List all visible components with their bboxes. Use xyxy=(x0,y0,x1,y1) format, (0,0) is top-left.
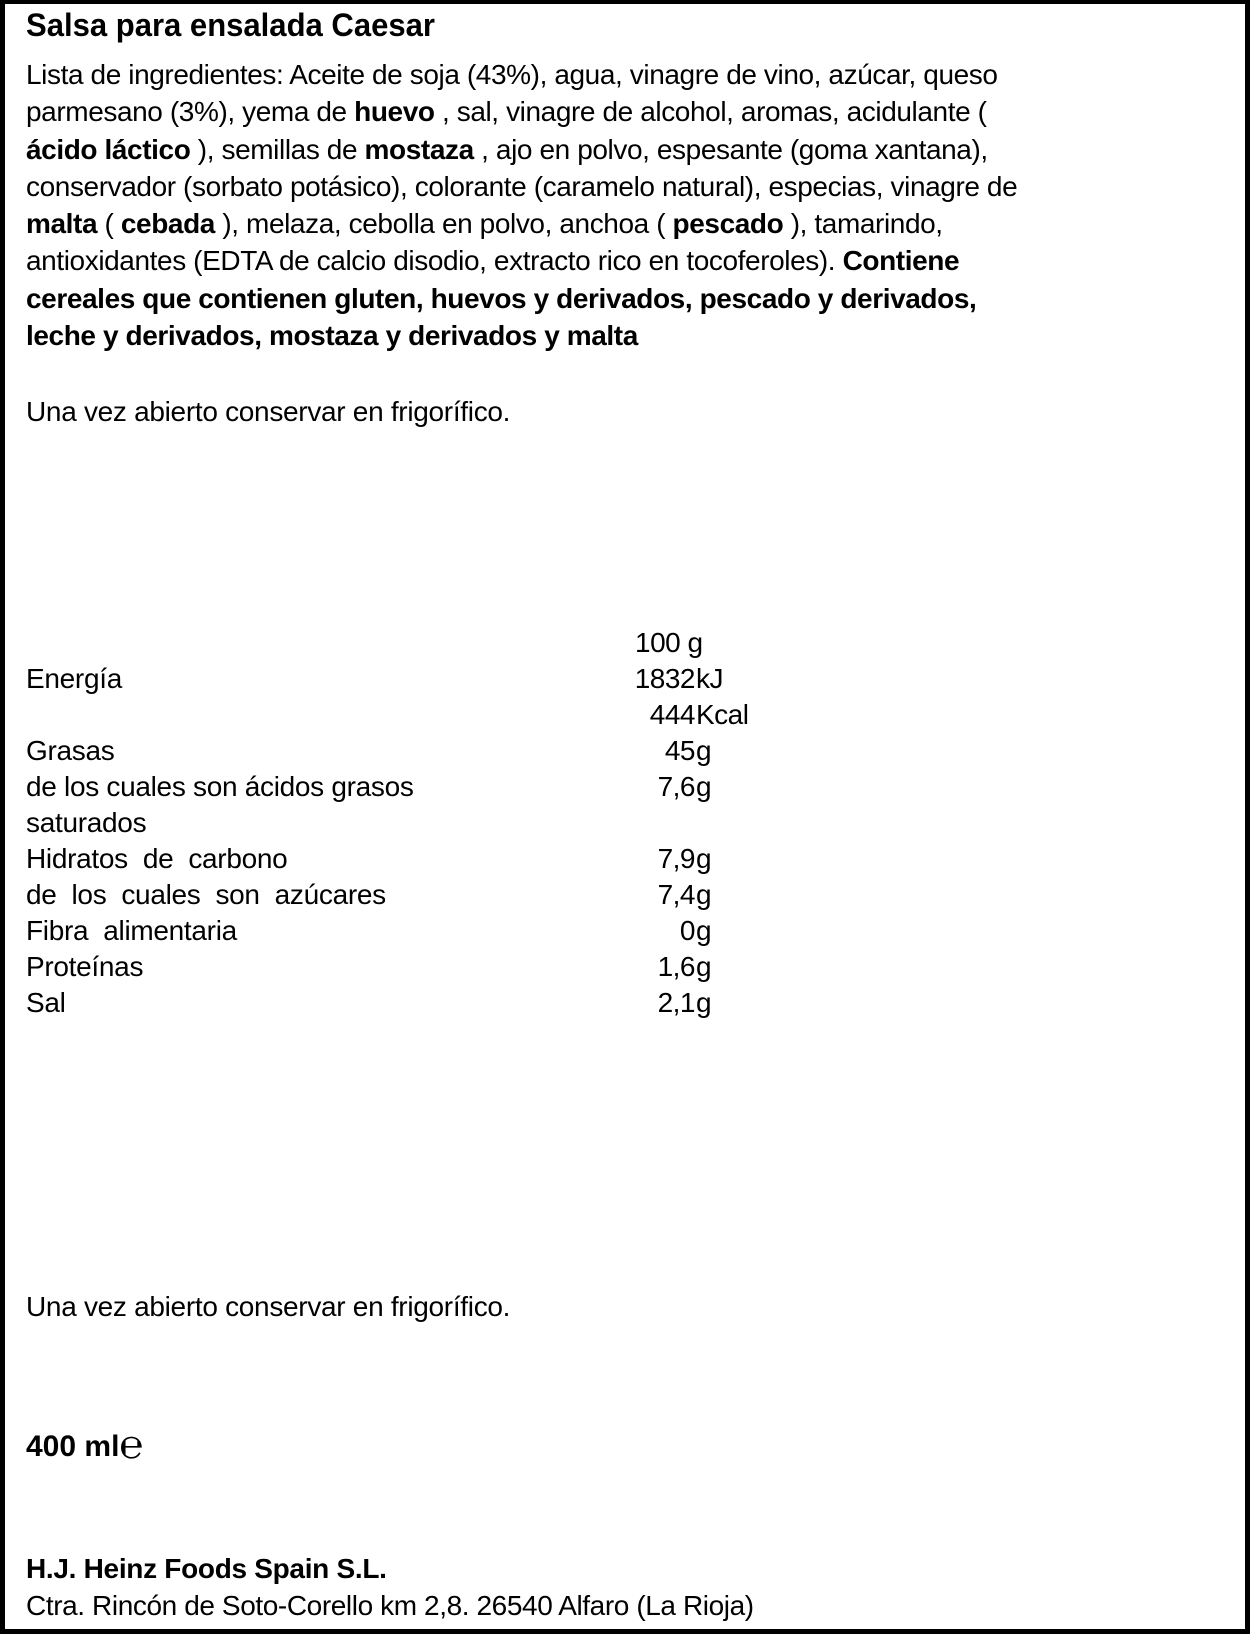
ingredient-text: , ajo en polvo, espesante (goma xantana), xyxy=(473,133,988,165)
nutrient-value: 7,4 xyxy=(657,879,695,910)
ingredient-text: ( xyxy=(97,208,121,240)
ingredient-text: conservador (sorbato potásico), colorante (caramelo natural), especias, vinagre de xyxy=(26,170,1018,202)
nutrient-label: saturados xyxy=(26,807,147,838)
ingredients-line xyxy=(26,317,1236,354)
manufacturer-name: H.J. Heinz Foods Spain S.L. xyxy=(26,1553,387,1584)
ingredient-text: ), melaza, cebolla en polvo, anchoa ( xyxy=(214,208,673,240)
nutrient-value: 2,1 xyxy=(657,987,695,1018)
nutrition-header: 100 g xyxy=(635,627,703,658)
nutrient-label: Fibra alimentaria xyxy=(26,915,237,946)
allergen-text: leche y derivados, mostaza y derivados y malta xyxy=(26,320,638,352)
ingredients-line xyxy=(26,131,1236,168)
allergen-text: ácido láctico xyxy=(26,133,191,165)
ingredient-text: parmesano (3%), yema de xyxy=(26,96,355,128)
product-label xyxy=(5,4,1245,1629)
allergen-text: cebada xyxy=(120,208,215,240)
net-quantity xyxy=(26,1422,144,1468)
allergen-text: cereales que contienen gluten, huevos y derivados, pescado y derivados, xyxy=(26,282,977,314)
ingredients-line xyxy=(26,205,1236,242)
ingredients-list xyxy=(26,56,1236,354)
nutrient-unit: g xyxy=(696,735,712,766)
nutrient-unit: Kcal xyxy=(696,699,749,730)
nutrient-unit: g xyxy=(696,951,712,982)
ingredients-line xyxy=(26,93,1236,130)
nutrient-label: Hidratos de carbono xyxy=(26,843,288,874)
ingredients-line xyxy=(26,168,1236,205)
ingredient-text: , sal, vinagre de alcohol, aromas, acidulante ( xyxy=(434,96,987,128)
ingredient-text: ), tamarindo, xyxy=(783,208,943,240)
quantity-amount: 400 ml xyxy=(26,1430,120,1463)
nutrient-unit: kJ xyxy=(696,663,723,694)
nutrient-value: 45 xyxy=(664,735,695,766)
nutrient-value: 0 xyxy=(679,915,695,946)
nutrient-value: 7,6 xyxy=(657,771,695,802)
ingredients-line xyxy=(26,280,1236,317)
ingredient-text: Lista de ingredientes: Aceite de soja (43%), agua, vinagre de vino, azúcar, queso xyxy=(26,59,998,90)
allergen-text: pescado xyxy=(672,208,784,240)
nutrient-label: de los cuales son ácidos grasos xyxy=(26,771,414,802)
nutrient-unit: g xyxy=(696,987,712,1018)
nutrient-unit: g xyxy=(696,915,712,946)
ingredients-line xyxy=(26,242,1236,279)
nutrient-value: 7,9 xyxy=(657,843,695,874)
product-title: Salsa para ensalada Caesar xyxy=(26,7,435,43)
nutrient-value: 1832 xyxy=(634,663,695,694)
ingredient-text: antioxidantes (EDTA de calcio disodio, extracto rico en tocoferoles). xyxy=(26,245,843,277)
storage-instructions-repeat: Una vez abierto conservar en frigorífico. xyxy=(26,1291,511,1322)
nutrient-label: Proteínas xyxy=(26,951,144,982)
nutrient-label: Sal xyxy=(26,987,66,1018)
nutrient-label: Grasas xyxy=(26,735,115,766)
ingredient-text: ), semillas de xyxy=(190,133,365,165)
manufacturer-address: Ctra. Rincón de Soto-Corello km 2,8. 26540 Alfaro (La Rioja) xyxy=(26,1590,754,1621)
allergen-text: Contiene xyxy=(842,245,960,277)
nutrient-unit: g xyxy=(696,771,712,802)
nutrient-value: 1,6 xyxy=(657,951,695,982)
allergen-text: malta xyxy=(26,208,98,240)
allergen-text: huevo xyxy=(354,96,435,128)
nutrient-unit: g xyxy=(696,879,712,910)
nutrient-label: de los cuales son azúcares xyxy=(26,879,386,910)
nutrient-unit: g xyxy=(696,843,712,874)
nutrient-label: Energía xyxy=(26,663,122,694)
ingredients-line xyxy=(26,56,1236,93)
storage-instructions: Una vez abierto conservar en frigorífico. xyxy=(26,396,511,427)
allergen-text: mostaza xyxy=(364,133,474,165)
nutrient-value: 444 xyxy=(649,699,695,730)
estimated-sign-icon: ℮ xyxy=(119,1422,144,1468)
